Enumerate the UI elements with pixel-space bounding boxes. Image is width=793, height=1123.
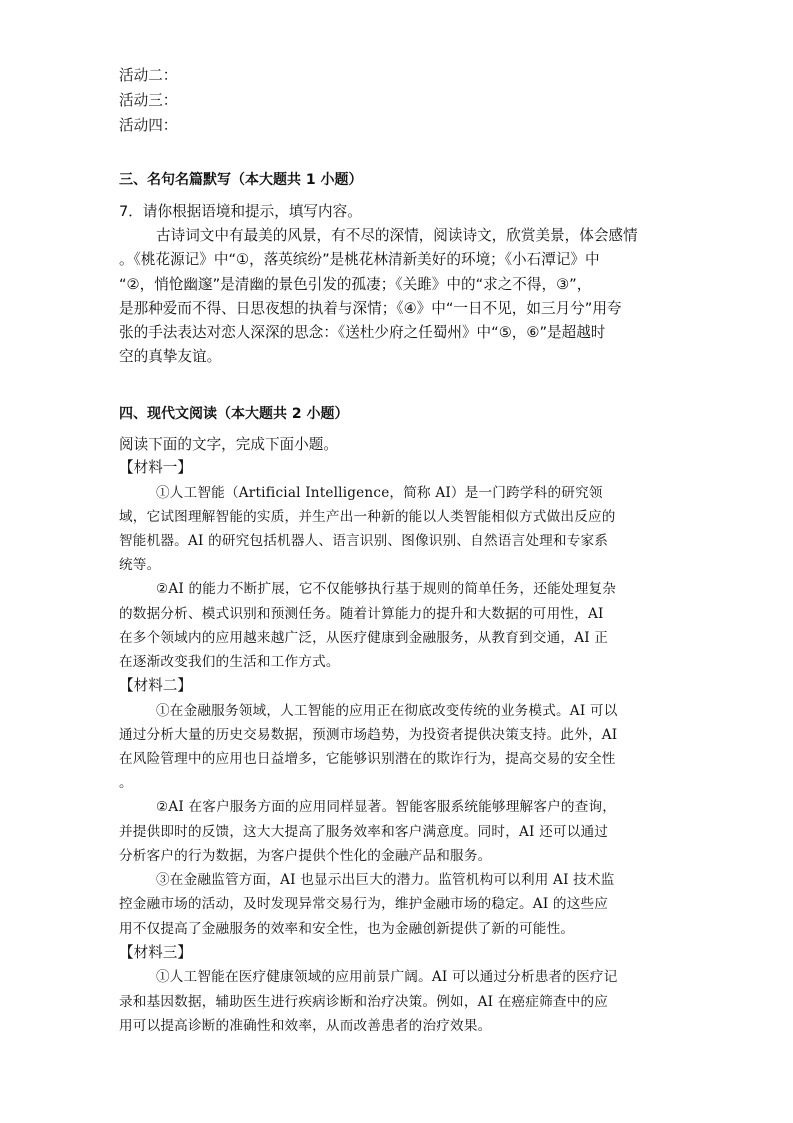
material-1-line: ①人工智能（Artificial Intelligence，简称 AI）是一门跨学科的研究领 xyxy=(156,485,603,501)
material-2-line: ②AI 在客户服务方面的应用同样显著。智能客服系统能够理解客户的查询， xyxy=(156,799,617,815)
poem-paragraph-line: “②，悄怆幽邃”是清幽的景色引发的孤凄；《关雎》中的“求之不得，③”， xyxy=(119,276,592,293)
material-2-line: 用不仅提高了金融服务的效率和安全性，也为金融创新提供了新的可能性。 xyxy=(119,921,575,937)
material-2-line: 。 xyxy=(119,775,133,791)
material-2-line: ③在金融监管方面，AI 也显示出巨大的潜力。监管机构可以利用 AI 技术监 xyxy=(156,872,615,888)
material-2-line: 分析客户的行为数据，为客户提供个性化的金融产品和服务。 xyxy=(119,848,492,864)
material-2-label: 【材料二】 xyxy=(119,677,192,694)
activity-2-label: 活动二： xyxy=(119,67,178,84)
section-3-heading: 三、名句名篇默写（本大题共 1 小题） xyxy=(119,172,363,188)
material-1-line: 统等。 xyxy=(119,557,161,573)
material-2-line: 在风险管理中的应用也日益增多，它能够识别潜在的欺诈行为，提高交易的安全性 xyxy=(119,751,616,767)
material-2-line: 通过分析大量的历史交易数据，预测市场趋势，为投资者提供决策支持。此外，AI xyxy=(119,727,618,743)
poem-paragraph-line: 古诗词文中有最美的风景，有不尽的深情，阅读诗文，欣赏美景，体会感情 xyxy=(156,227,638,244)
material-1-line: 的数据分析、模式识别和预测任务。随着计算能力的提升和大数据的可用性，AI xyxy=(119,606,604,622)
poem-paragraph-line: 。《桃花源记》中“①，落英缤纷”是桃花林清新美好的环境；《小石潭记》中 xyxy=(119,251,600,268)
material-3-line: 用可以提高诊断的准确性和效率，从而改善患者的治疗效果。 xyxy=(119,1018,492,1034)
reading-intro: 阅读下面的文字，完成下面小题。 xyxy=(119,436,338,453)
material-1-line: ②AI 的能力不断扩展，它不仅能够执行基于规则的简单任务，还能处理复杂 xyxy=(156,581,617,597)
material-2-line: ①在金融服务领域，人工智能的应用正在彻底改变传统的业务模式。AI 可以 xyxy=(156,703,618,719)
material-1-line: 在多个领域内的应用越来越广泛，从医疗健康到金融服务，从教育到交通，AI 正 xyxy=(119,630,609,646)
poem-paragraph-line: 空的真挚友谊。 xyxy=(119,348,222,365)
material-1-label: 【材料一】 xyxy=(119,459,192,476)
activity-3-label: 活动三： xyxy=(119,92,178,109)
section-4-heading: 四、现代文阅读（本大题共 2 小题） xyxy=(119,406,349,422)
material-2-line: 控金融市场的活动，及时发现异常交易行为，维护金融市场的稳定。AI 的这些应 xyxy=(119,896,609,912)
material-3-line: 录和基因数据，辅助医生进行疾病诊断和治疗决策。例如，AI 在癌症筛查中的应 xyxy=(119,994,609,1010)
material-2-line: 并提供即时的反馈，这大大提高了服务效率和客户满意度。同时，AI 还可以通过 xyxy=(119,824,609,840)
poem-paragraph-line: 是那种爱而不得、日思夜想的执着与深情；《④》中“一日不见，如三月兮”用夸 xyxy=(119,300,622,317)
question-7: 7．请你根据语境和提示，填写内容。 xyxy=(119,203,362,220)
activity-4-label: 活动四： xyxy=(119,117,178,134)
material-1-line: 智能机器。AI 的研究包括机器人、语言识别、图像识别、自然语言处理和专家系 xyxy=(119,533,609,549)
material-1-line: 在逐渐改变我们的生活和工作方式。 xyxy=(119,654,340,670)
material-1-line: 域，它试图理解智能的实质，并生产出一种新的能以人类智能相似方式做出反应的 xyxy=(119,509,616,525)
material-3-line: ①人工智能在医疗健康领域的应用前景广阔。AI 可以通过分析患者的医疗记 xyxy=(156,969,618,985)
poem-paragraph-line: 张的手法表达对恋人深深的思念：《送杜少府之任蜀州》中“⑤，⑥”是超越时 xyxy=(119,324,606,341)
material-3-label: 【材料三】 xyxy=(119,944,192,961)
